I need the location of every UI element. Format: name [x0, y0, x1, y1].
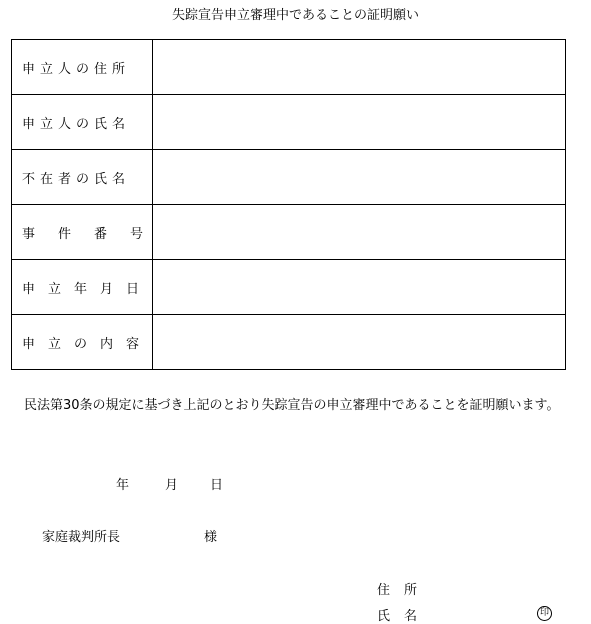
table-row	[12, 315, 566, 370]
row-label-case-number: 事件番号	[12, 205, 153, 260]
address-label: 住所	[377, 583, 432, 598]
date-month-label: 月	[165, 478, 179, 493]
name-label: 氏名	[377, 609, 432, 624]
request-statement: 民法第30条の規定に基づき上記のとおり失踪宣告の申立審理中であることを証明願います。	[24, 398, 560, 413]
field-applicant-name[interactable]	[153, 95, 566, 150]
document-title: 失踪宣告申立審理中であることの証明願い	[171, 8, 419, 23]
table-row	[12, 205, 566, 260]
table-row	[12, 260, 566, 315]
table-row	[12, 95, 566, 150]
date-line	[116, 474, 223, 493]
field-absentee-name[interactable]	[153, 150, 566, 205]
field-applicant-address[interactable]	[153, 40, 566, 95]
seal-icon: 印	[537, 606, 552, 621]
date-day-label: 日	[210, 478, 224, 493]
date-year-label: 年	[116, 478, 130, 493]
field-petition-content[interactable]	[153, 315, 566, 370]
field-filing-date[interactable]	[153, 260, 566, 315]
table-row	[12, 40, 566, 95]
field-case-number[interactable]	[153, 205, 566, 260]
application-form-table	[11, 39, 566, 370]
row-label-applicant-address: 申立人の住所	[12, 40, 153, 95]
row-label-petition-content: 申立の内容	[12, 315, 153, 370]
addressee: 家庭裁判所長	[42, 530, 121, 545]
honorific: 様	[204, 530, 218, 545]
row-label-filing-date: 申立年月日	[12, 260, 153, 315]
row-label-applicant-name: 申立人の氏名	[12, 95, 153, 150]
row-label-absentee-name: 不在者の氏名	[12, 150, 153, 205]
table-row	[12, 150, 566, 205]
